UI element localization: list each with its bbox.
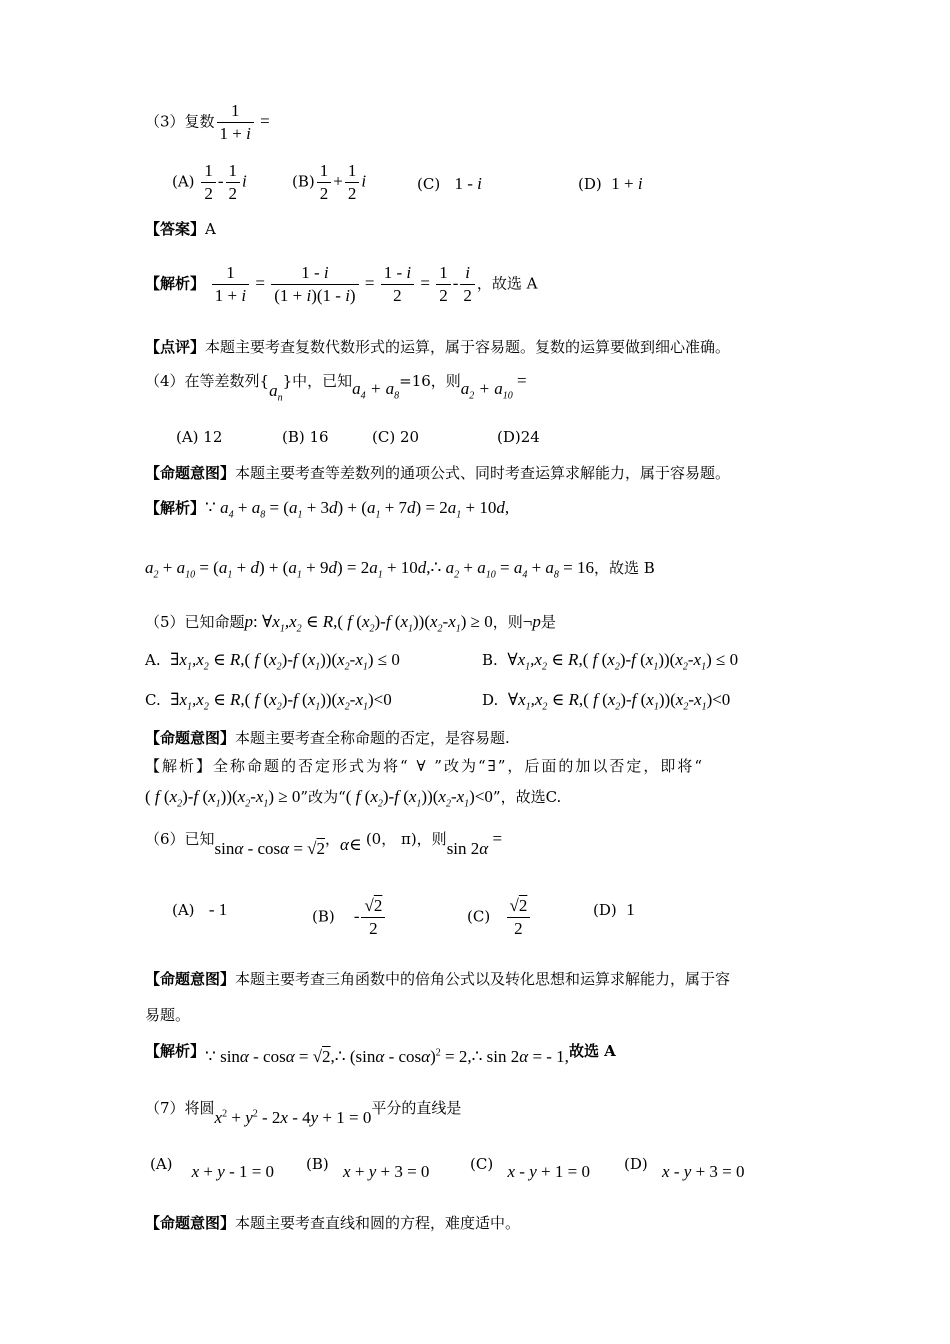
q5-analysis-cont: ( f $(x_2)-f$ $(x_1))(x_2-x_1) \ge 0$”改为“( f $(x_2)-f$ $(x_1))(x_2-x_1)<0$”，故选C.	[145, 787, 562, 810]
q4-option-b: (B) 16	[282, 428, 329, 446]
q7-option-b: (B) x + y + 3 = 0	[306, 1155, 430, 1181]
q4-analysis: 【解析】∵ $a_4 + a_8 = (a_1 + 3d) + (a_1 + 7d) = 2a_1 + 10d$,	[145, 498, 510, 521]
q4-option-a: (A) 12	[176, 428, 223, 446]
q4-stem: （4）在等差数列$\{a_n\}$中，已知$a_4 + a_8=16$，则$a_2 + a_{10}$ =	[145, 371, 527, 404]
q3-answer: 【答案】A	[145, 220, 216, 238]
q6-stem: （6）已知sinα - cosα = √2，α∈ (0， π)，则sin 2α =	[145, 829, 503, 858]
q3-option-d: (D) 1 + i	[578, 174, 643, 193]
q6-option-c: (C) $\frac{√2}{2}$	[467, 895, 532, 940]
q7-option-c: (C) x - y + 1 = 0	[470, 1155, 590, 1181]
q3-analysis: 【解析】 $\frac{1}{1 + i}$ = $\frac{1 - i}{(1 + i)(1 - i)}$ = $\frac{1 - i}{2}$ = $\frac{1}{2}$ - $\frac{i}{2}$ ，故选 A	[145, 263, 538, 305]
q5-stem: （5）已知命题p: $\forall x_1,x_2$ ∈ R,( f $(x_2)-f$ $(x_1))(x_2-x_1) \ge 0$，则¬p是	[145, 612, 556, 635]
q3-fraction: $\frac{1}{1 + i}$	[217, 100, 254, 145]
q3-option-b: (B) $\frac{1}{2}$ + $\frac{1}{2}$ i	[292, 161, 367, 203]
q4-intent: 【命题意图】本题主要考查等差数列的通项公式、同时考查运算求解能力，属于容易题。	[145, 464, 731, 482]
q7-option-d: (D) x - y + 3 = 0	[624, 1155, 745, 1181]
q5-option-a: A. $\exists x_1,x_2$ ∈ R,( f $(x_2)-f$ $(x_1))(x_2-x_1) \le 0$	[145, 650, 400, 673]
q3-stem: （3）复数 $\frac{1}{1 + i}$ =	[145, 101, 270, 143]
q5-option-b: B. $\forall x_1,x_2$ ∈ R,( f $(x_2)-f$ $(x_1))(x_2-x_1) \le 0$	[482, 650, 739, 673]
q4-analysis-cont: $a_2 + a_{10} = (a_1 + d) + (a_1 + 9d) = 2a_1$ + 10d,∴ $a_2 + a_{10} = a_4 + a_8 = 16$，故选 B	[145, 558, 655, 581]
q6-option-a: (A) - 1	[172, 900, 228, 919]
q7-option-a: (A) x + y - 1 = 0	[150, 1155, 275, 1181]
q7-stem: （7）将圆$x^2 + y^2 - 2x - 4y + 1 = 0$平分的直线是	[145, 1099, 462, 1127]
q6-analysis: 【解析】∵ sinα - cosα = √2,∴ (sinα - cosα)$^2$ = 2,∴ sin 2α = - 1,故选 A	[145, 1042, 616, 1066]
q6-intent: 【命题意图】本题主要考查三角函数中的倍角公式以及转化思想和运算求解能力，属于容	[145, 970, 731, 988]
q4-option-c: (C) 20	[372, 428, 420, 446]
q4-option-d: (D)24	[497, 428, 540, 446]
q5-intent: 【命题意图】本题主要考查全称命题的否定，是容易题.	[145, 729, 510, 747]
q5-option-d: D. $\forall x_1,x_2$ ∈ R,( f $(x_2)-f$ $(x_1))(x_2-x_1)<0$	[482, 690, 731, 713]
q6-option-b: (B) - $\frac{√2}{2}$	[312, 895, 387, 940]
q7-intent: 【命题意图】本题主要考查直线和圆的方程，难度适中。	[145, 1214, 521, 1232]
q6-intent-cont: 易题。	[145, 1006, 191, 1024]
q3-option-a: (A) $\frac{1}{2}$ - $\frac{1}{2}$ i	[172, 161, 247, 203]
q5-analysis: 【解析】全称命题的否定形式为将“ ∀ ”改为“∃”，后面的加以否定，即将“	[145, 757, 705, 775]
q5-option-c: C. $\exists x_1,x_2$ ∈ R,( f $(x_2)-f$ $(x_1))(x_2-x_1)<0$	[145, 690, 392, 713]
q6-option-d: (D) 1	[593, 900, 635, 919]
q3-option-c: (C) 1 - i	[417, 174, 482, 193]
q3-review: 【点评】本题主要考查复数代数形式的运算，属于容易题。复数的运算要做到细心准确。	[145, 338, 731, 356]
